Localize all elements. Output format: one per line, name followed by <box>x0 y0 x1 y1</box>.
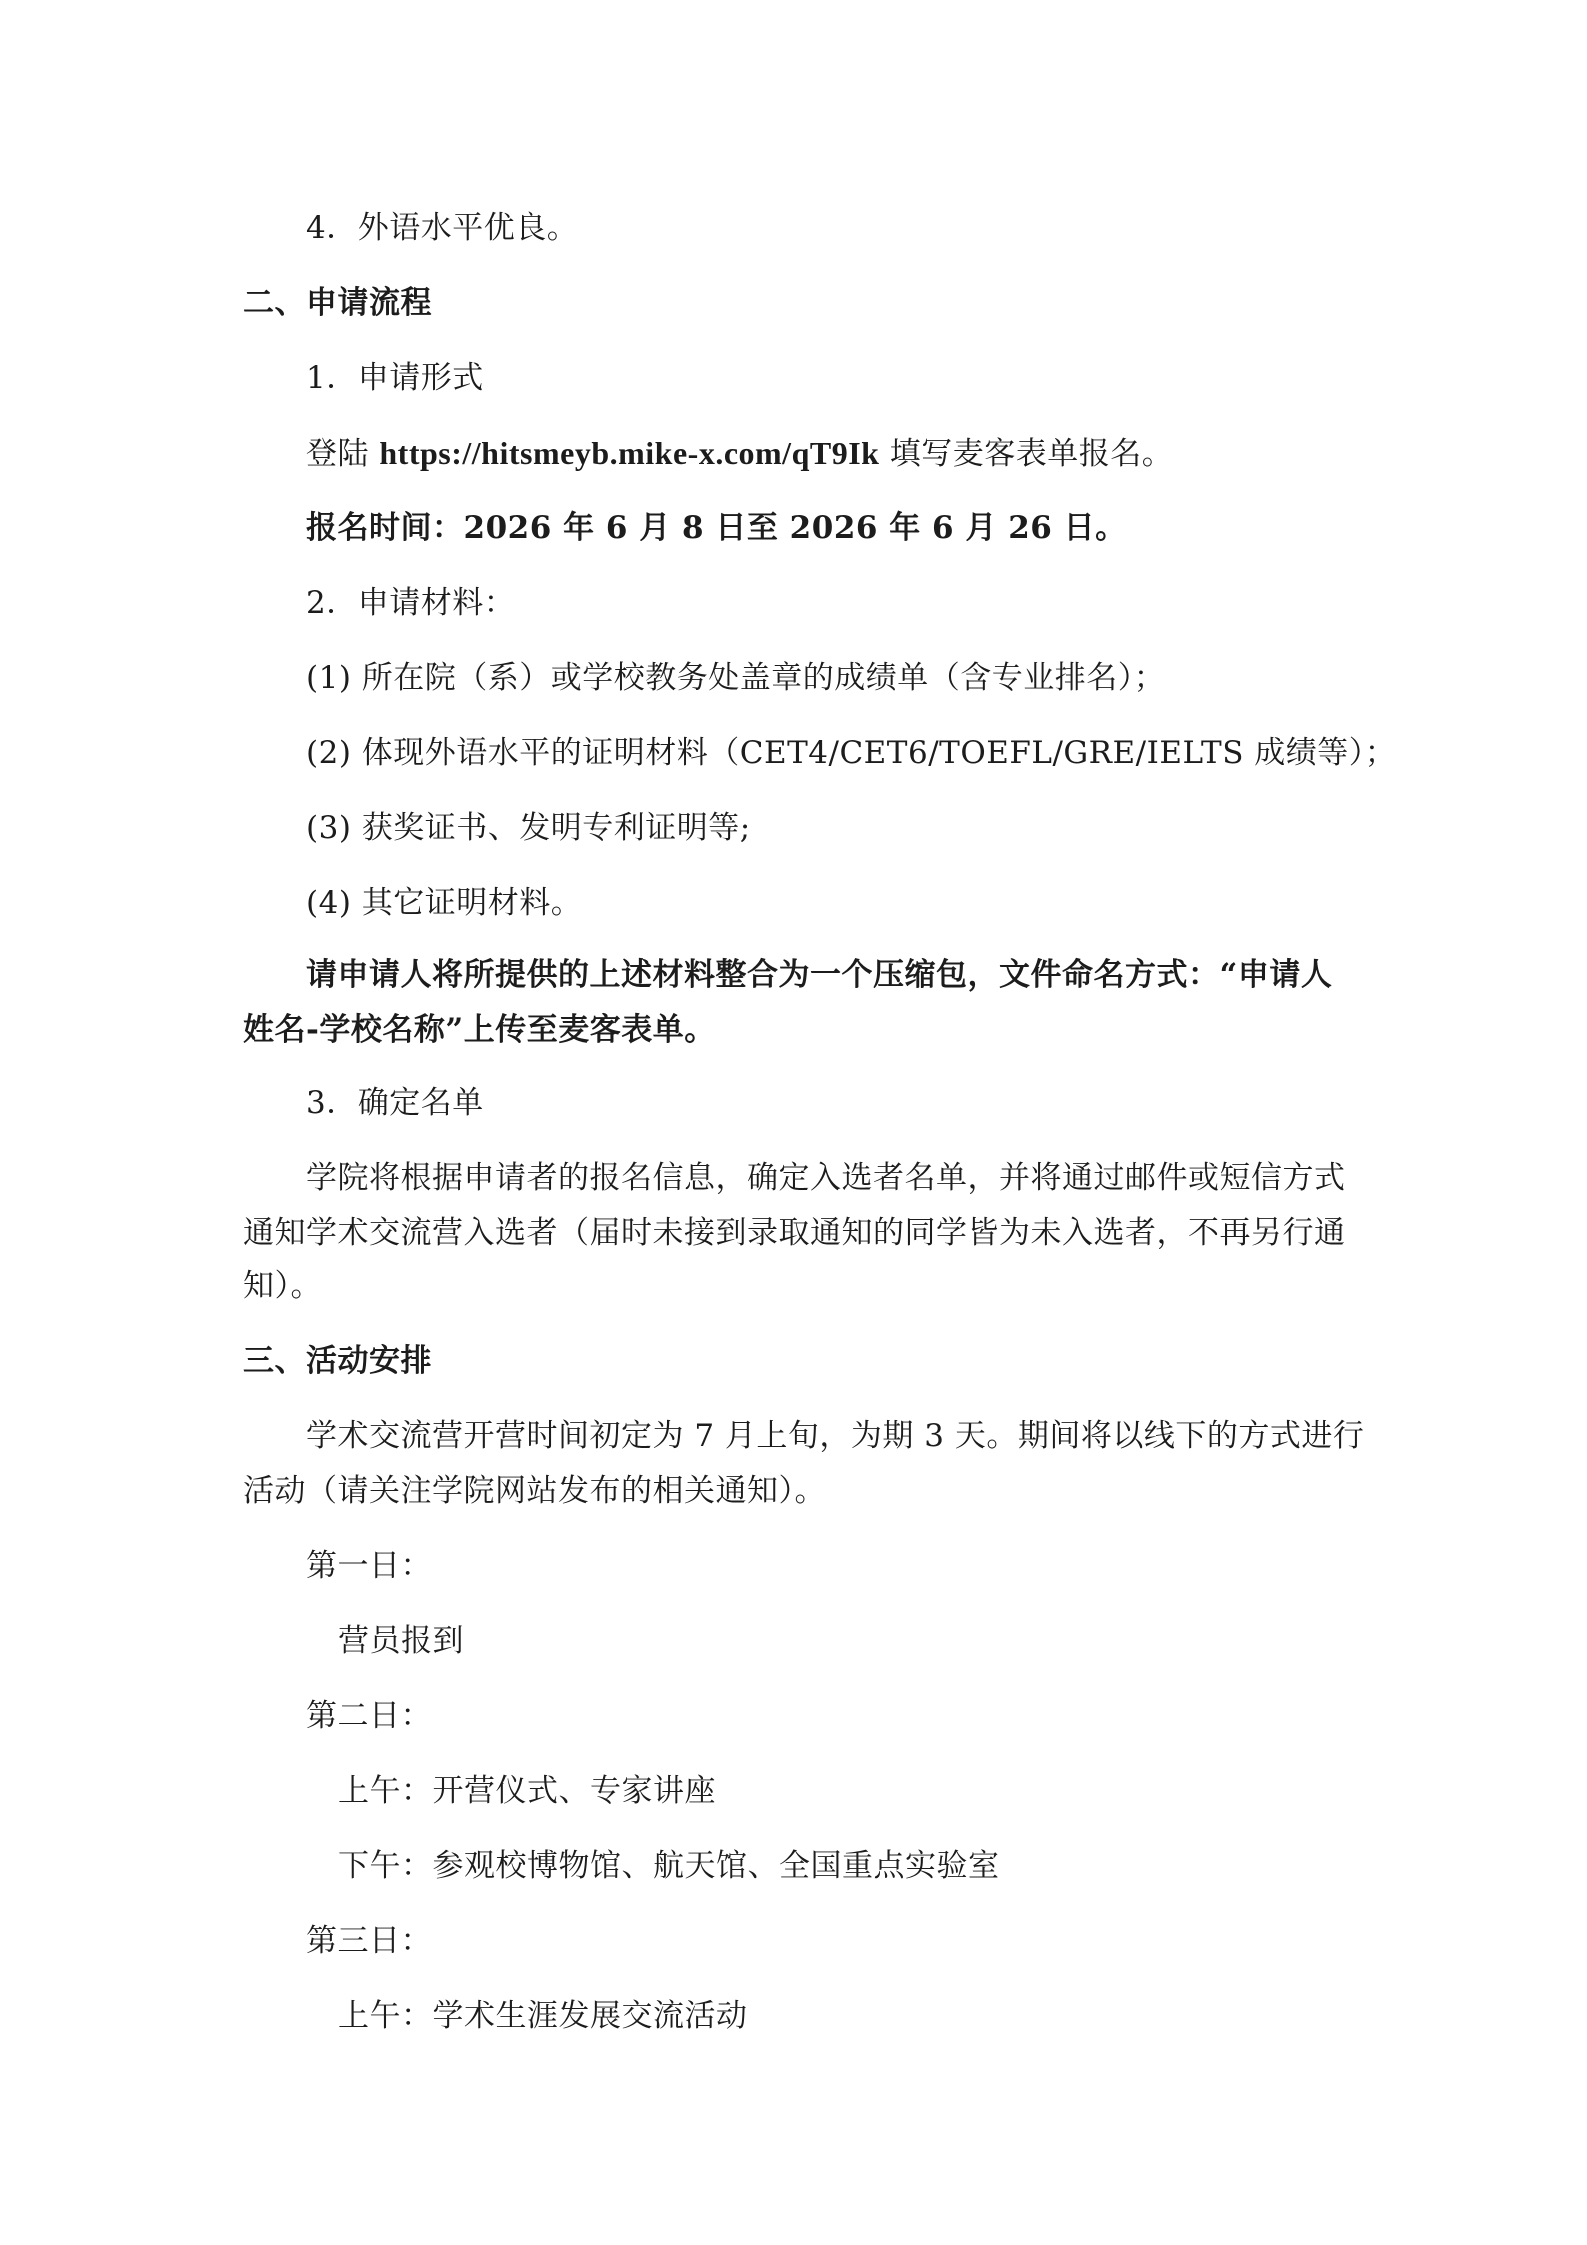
registration-url[interactable]: https://hitsmeyb.mike-x.com/qT9Ik <box>379 435 880 471</box>
day-3-morning: 上午：学术生涯发展交流活动 <box>338 1998 748 2034</box>
registration-time: 报名时间：2026 年 6 月 8 日至 2026 年 6 月 26 日。 <box>306 510 1127 546</box>
schedule-paragraph-line-1: 学术交流营开营时间初定为 7 月上旬，为期 3 天。期间将以线下的方式进行 <box>306 1418 1365 1454</box>
material-item-2: (2) 体现外语水平的证明材料（CET4/CET6/TOEFL/GRE/IELTS 成绩等）； <box>306 735 1397 771</box>
subheading-application-form: 1．申请形式 <box>306 360 484 396</box>
material-item-4: (4) 其它证明材料。 <box>306 885 583 921</box>
selection-paragraph-line-1: 学院将根据申请者的报名信息，确定入选者名单，并将通过邮件或短信方式 <box>306 1160 1346 1196</box>
material-item-1: (1) 所在院（系）或学校教务处盖章的成绩单（含专业排名）； <box>306 660 1166 696</box>
day-3-heading: 第三日： <box>306 1923 432 1959</box>
section-heading-activity-schedule: 三、活动安排 <box>243 1343 432 1379</box>
schedule-paragraph-line-2: 活动（请关注学院网站发布的相关通知）。 <box>243 1473 826 1509</box>
login-instruction <box>306 433 1173 474</box>
day-2-afternoon: 下午：参观校博物馆、航天馆、全国重点实验室 <box>338 1848 1000 1884</box>
subheading-confirm-list: 3．确定名单 <box>306 1085 484 1121</box>
selection-paragraph-line-2: 通知学术交流营入选者（届时未接到录取通知的同学皆为未入选者，不再另行通 <box>243 1215 1346 1251</box>
login-prefix: 登陆 <box>306 436 380 472</box>
subheading-application-materials: 2．申请材料： <box>306 585 516 621</box>
material-item-3: (3) 获奖证书、发明专利证明等; <box>306 810 751 846</box>
requirement-4: 4．外语水平优良。 <box>306 210 579 246</box>
login-suffix: 填写麦客表单报名。 <box>879 436 1174 472</box>
submission-note-line-1: 请申请人将所提供的上述材料整合为一个压缩包，文件命名方式：“申请人 <box>306 957 1333 993</box>
submission-note-line-2: 姓名-学校名称”上传至麦客表单。 <box>243 1012 716 1048</box>
day-2-heading: 第二日： <box>306 1698 432 1734</box>
day-2-morning: 上午：开营仪式、专家讲座 <box>338 1773 716 1809</box>
day-1-heading: 第一日： <box>306 1548 432 1584</box>
selection-paragraph-line-3: 知）。 <box>243 1268 322 1304</box>
section-heading-application-process: 二、申请流程 <box>243 285 432 321</box>
day-1-item: 营员报到 <box>338 1623 464 1659</box>
